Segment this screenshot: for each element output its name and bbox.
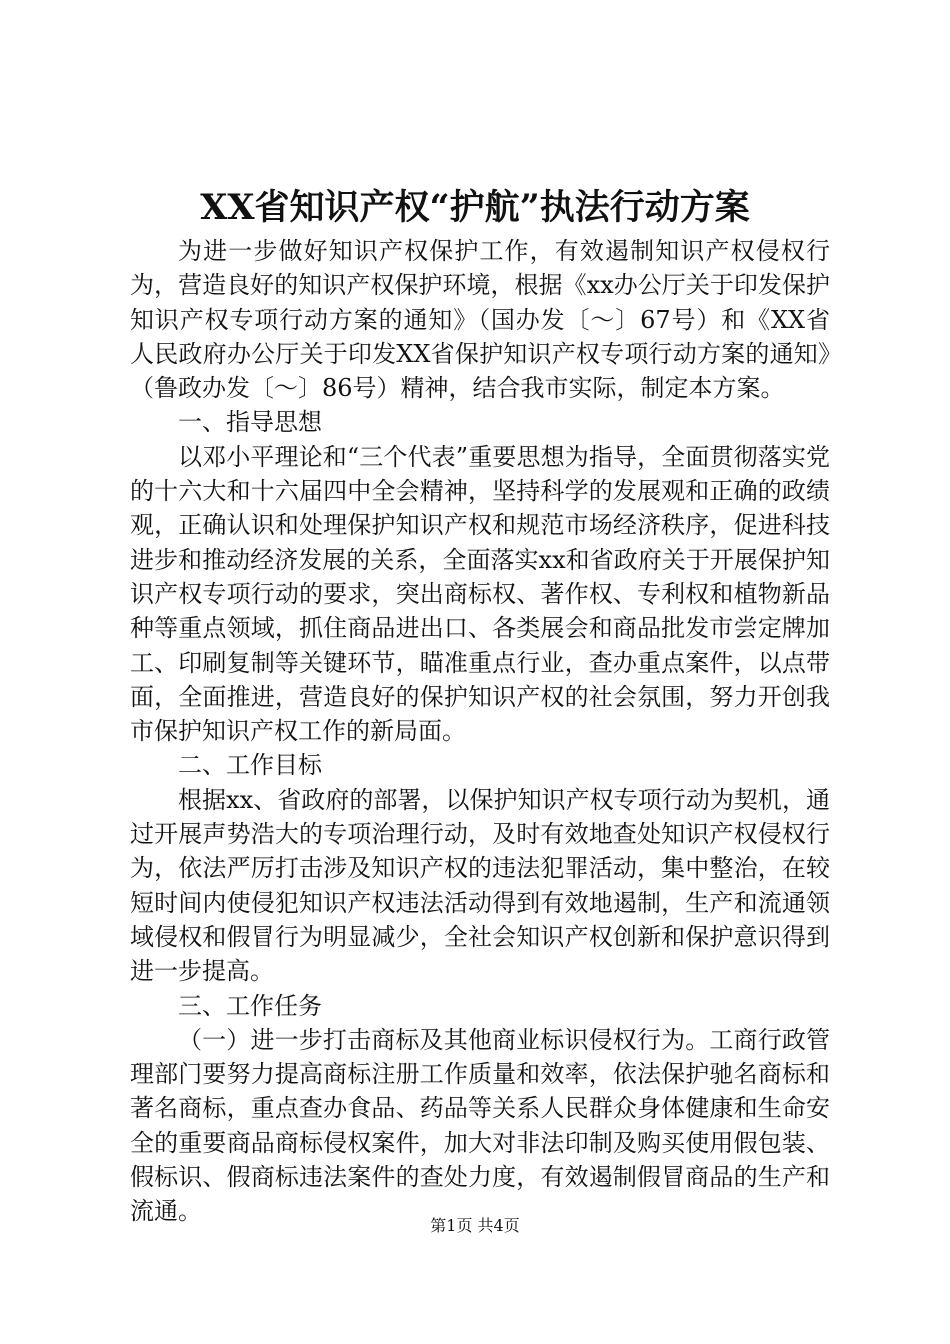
section-heading-work-goals: 二、工作目标 bbox=[178, 751, 322, 780]
document-title: XX省知识产权“护航”执法行动方案 bbox=[200, 187, 750, 228]
page-number-footer: 第1页 共4页 bbox=[430, 1216, 520, 1235]
work-tasks-paragraph-1: （一）进一步打击商标及其他商业标识侵权行为。工商行政管理部门要努力提高商标注册工作质量和效率，依法保护驰名商标和著名商标，重点查办食品、药品等关系人民群众身体健康和生命安全的重要商品商标侵权案件，加大对非法印制及购买使用假包装、假标识、假商标违法案件的查处力度，有效遏制假冒商品的生产和流通。 bbox=[130, 1025, 830, 1226]
section-heading-work-tasks: 三、工作任务 bbox=[178, 991, 322, 1020]
document-body bbox=[130, 234, 830, 1229]
work-goals-paragraph: 根据xx、省政府的部署，以保护知识产权专项行动为契机，通过开展声势浩大的专项治理行动，及时有效地查处知识产权侵权行为，依法严厉打击涉及知识产权的违法犯罪活动，集中整治，在较短时间内使侵犯知识产权违法活动得到有效地遏制，生产和流通领域侵权和假冒行为明显减少，全社会知识产权创新和保护意识得到进一步提高。 bbox=[130, 785, 830, 986]
intro-paragraph: 为进一步做好知识产权保护工作，有效遏制知识产权侵权行为，营造良好的知识产权保护环境，根据《xx办公厅关于印发保护知识产权专项行动方案的通知》（国办发〔～〕67号）和《XX省人民政府办公厅关于印发XX省保护知识产权专项行动方案的通知》（鲁政办发〔～〕86号）精神，结合我市实际，制定本方案。 bbox=[130, 237, 830, 403]
section-heading-guiding-ideology: 一、指导思想 bbox=[178, 408, 322, 437]
guiding-ideology-paragraph: 以邓小平理论和“三个代表”重要思想为指导，全面贯彻落实党的十六大和十六届四中全会精神，坚持科学的发展观和正确的政绩观，正确认识和处理保护知识产权和规范市场经济秩序，促进科技进步和推动经济发展的关系，全面落实xx和省政府关于开展保护知识产权专项行动的要求，突出商标权、著作权、专利权和植物新品种等重点领域，抓住商品进出口、各类展会和商品批发市尝定牌加工、印刷复制等关键环节，瞄准重点行业，查办重点案件，以点带面，全面推进，营造良好的保护知识产权的社会氛围，努力开创我市保护知识产权工作的新局面。 bbox=[130, 442, 830, 746]
